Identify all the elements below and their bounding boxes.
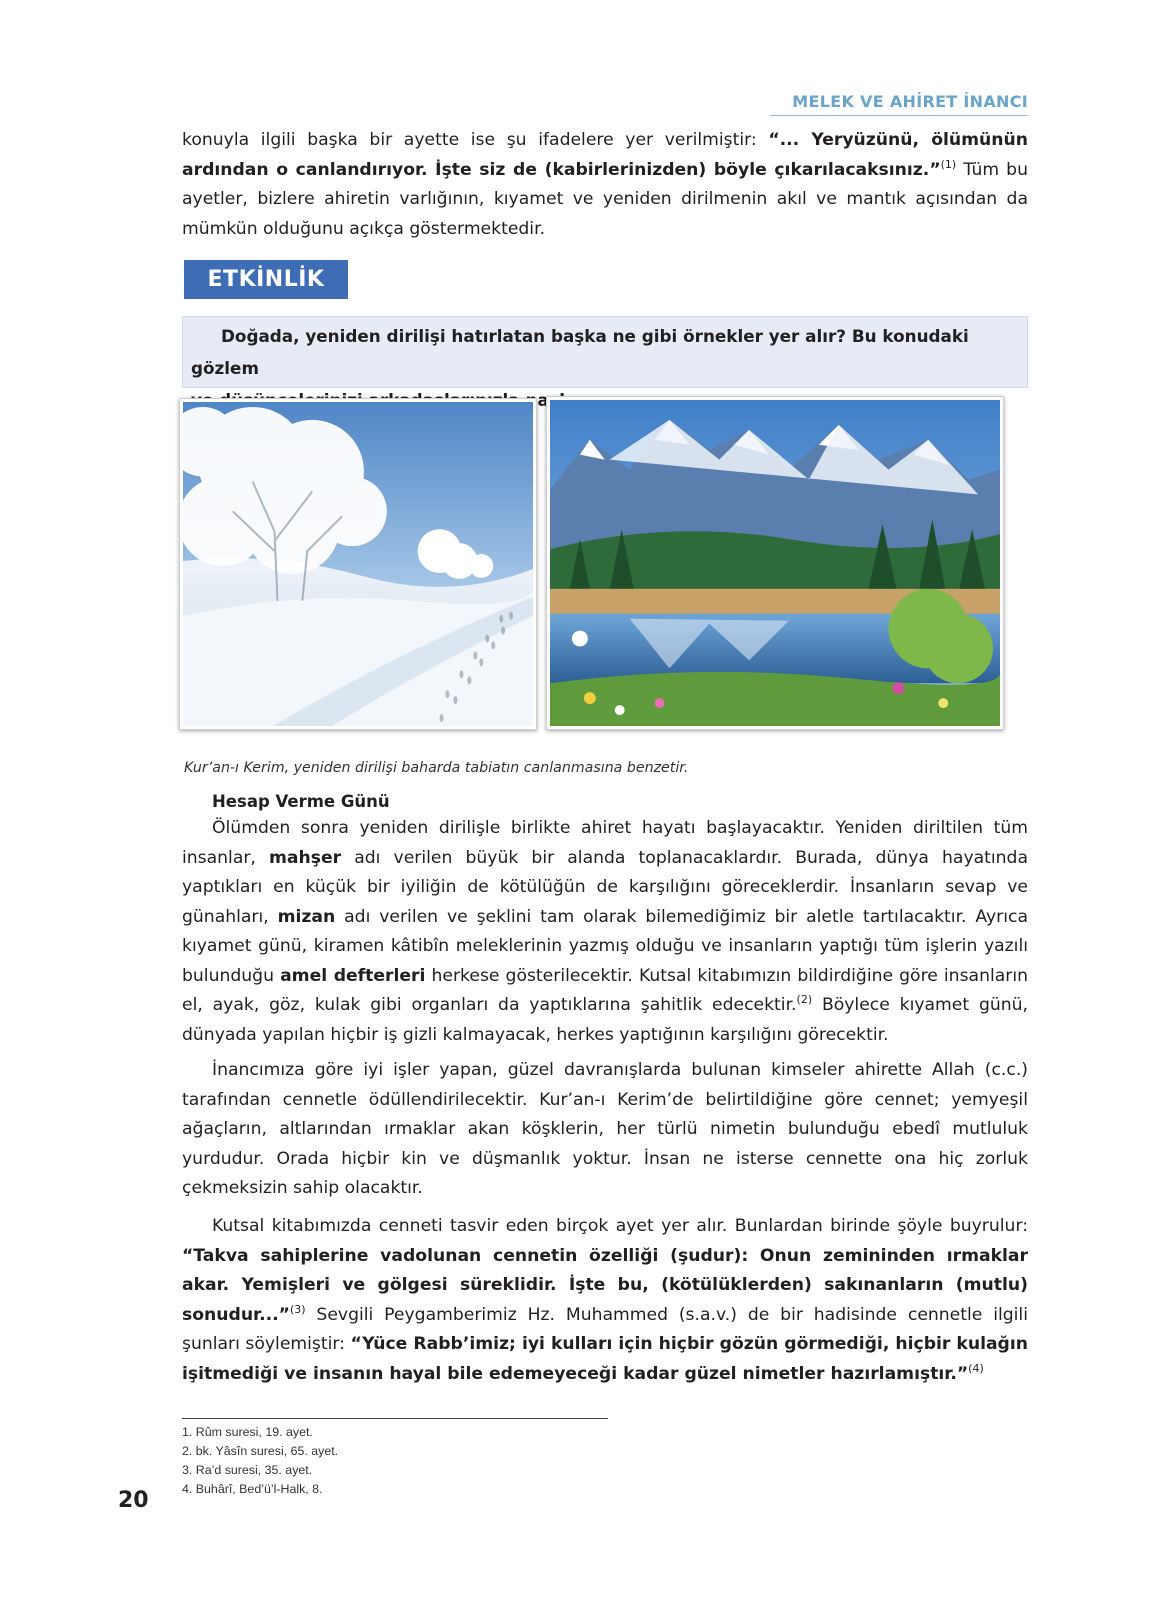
section-title: Hesap Verme Günü bbox=[212, 792, 390, 811]
footnote-1: 1. Rûm suresi, 19. ayet. bbox=[182, 1425, 313, 1439]
spring-lake-photo bbox=[546, 396, 1004, 730]
footnote-3: 3. Ra’d suresi, 35. ayet. bbox=[182, 1463, 313, 1477]
footnote-ref-2: (2) bbox=[796, 993, 813, 1006]
footnote-ref-4: (4) bbox=[968, 1361, 984, 1375]
footnote-divider bbox=[182, 1418, 608, 1419]
ayet-quote: “Takva sahiplerine vadolunan cennetin özelliği (şudur): Onun zemininden ırmaklar akar. Yemişleri ve gölgesi süreklidir. İşte bu, (kötülüklerden) sakınanların (mutlu) sonudur...” bbox=[182, 1245, 1028, 1325]
page-number: 20 bbox=[118, 1488, 149, 1513]
section-paragraph-3: Kutsal kitabımızda cenneti tasvir eden birçok ayet yer alır. Bunlardan birinde şöyle buyrulur: “Takva sahiplerine vadolunan cennetin özelliği (şudur): Onun zemininden ırmaklar akar. Yemişleri ve gölgesi süreklidir. İşte bu, (kötülüklerden) sakınanların (mutlu) sonudur...”$^{(3)}$ Sevgili Peygamberimiz Hz. Muhammed (s.a.v.) de bir hadisinde cennetle ilgili şunları söylemiştir: “Yüce Rabb’imiz; iyi kulları için hiçbir gözün görmediği, hiçbir kulağın işitmediği ve insanın hayal bile edemeyeceği kadar güzel nimetler hazırlamıştır.”$^{(4)}$ bbox=[182, 1216, 1028, 1384]
intro-quote: “... Yeryüzünü, ölümünün ardından o canlandırıyor. İşte siz de (kabirlerinizden) böyle çıkarılacaksınız.” bbox=[182, 130, 1028, 180]
section-paragraph-1: Ölümden sonra yeniden dirilişle birlikte ahiret hayatı başlayacaktır. Yeniden diriltilen tüm insanlar, mahşer adı verilen büyük bir alanda toplanacaklardır. Burada, dünya hayatında yaptıkları en küçük bir iyiliğin de kötülüğün de karşılığını göreceklerdir. İnsanların sevap ve günahları, mizan adı verilen ve şeklini tam olarak bilemediğimiz bir aletle tartılacaktır. Ayrıca kıyamet günü, kiramen kâtibîn meleklerinin yazmış olduğu ve insanların yaptığı tüm işlerin yazılı bulunduğu amel defterleri herkese gösterilecektir. Kutsal kitabımızın bildirdiğine göre insanların el, ayak, göz, kulak gibi organları da yaptıklarına şahitlik edecektir.$^{(2)}$ Böylece kıyamet günü, dünyada yapılan hiçbir iş gizli kalmayacak, herkes yaptığının karşılığını görecektir. bbox=[182, 818, 1029, 1045]
term-amel-defterleri: amel defterleri bbox=[280, 965, 426, 986]
term-mizan: mizan bbox=[277, 906, 336, 927]
footnote-ref-3: (3) bbox=[289, 1302, 306, 1316]
image-caption: Kur’an-ı Kerim, yeniden dirilişi baharda tabiatın canlanmasına benzetir. bbox=[184, 760, 689, 776]
intro-paragraph: konuyla ilgili başka bir ayette ise şu ifadelere yer verilmiştir: “... Yeryüzünü, ölümünün ardından o canlandırıyor. İşte siz de (kabirlerinizden) böyle çıkarılacaksınız.”$^{(1)}$ Tüm bu ayetler, bizlere ahiretin varlığının, kıyamet ve yeniden dirilmenin akıl ve mantık açısından da mümkün olduğunu açıkça göstermektedir. bbox=[182, 130, 1028, 239]
footnote-2: 2. bk. Yâsîn suresi, 65. ayet. bbox=[182, 1444, 339, 1458]
footnote-ref-1: (1) bbox=[940, 157, 957, 171]
hadis-quote: “Yüce Rabb’imiz; iyi kulları için hiçbir gözün görmediği, hiçbir kulağın işitmediği ve insanın hayal bile edemeyeceği kadar güzel nimetler hazırlamıştır.” bbox=[182, 1334, 1028, 1384]
activity-box bbox=[182, 316, 1028, 388]
spring-mountain-image bbox=[550, 400, 1000, 726]
section-paragraph-2: İnancımıza göre iyi işler yapan, güzel davranışlarda bulunan kimseler ahirette Allah (c.c.) tarafından cennetle ödüllendirilecektir. Kur’an-ı Kerim’de belirtildiğine göre cennet; yemyeşil ağaçların, altlarından ırmaklar akan köşklerin, her türlü nimetin bulunduğu ebedî mutluluk yurdudur. Orada hiçbir kin ve düşmanlık yoktur. İnsan ne isterse cennette ona hiç zorluk çekmeksizin sahip olacaktır. bbox=[182, 1060, 1028, 1198]
footnote-4: 4. Buhârî, Bed’ü’l-Halk, 8. bbox=[182, 1482, 323, 1496]
activity-question-line1: Doğada, yeniden dirilişi hatırlatan başka ne gibi örnekler yer alır? Bu konudaki gözlem bbox=[191, 326, 969, 378]
term-mahser: mahşer bbox=[269, 847, 342, 868]
winter-snow-image bbox=[183, 402, 533, 726]
chapter-header: MELEK VE AHİRET İNANCI bbox=[770, 92, 1028, 116]
activity-label: ETKİNLİK bbox=[184, 260, 348, 299]
winter-snow-photo bbox=[179, 398, 537, 730]
